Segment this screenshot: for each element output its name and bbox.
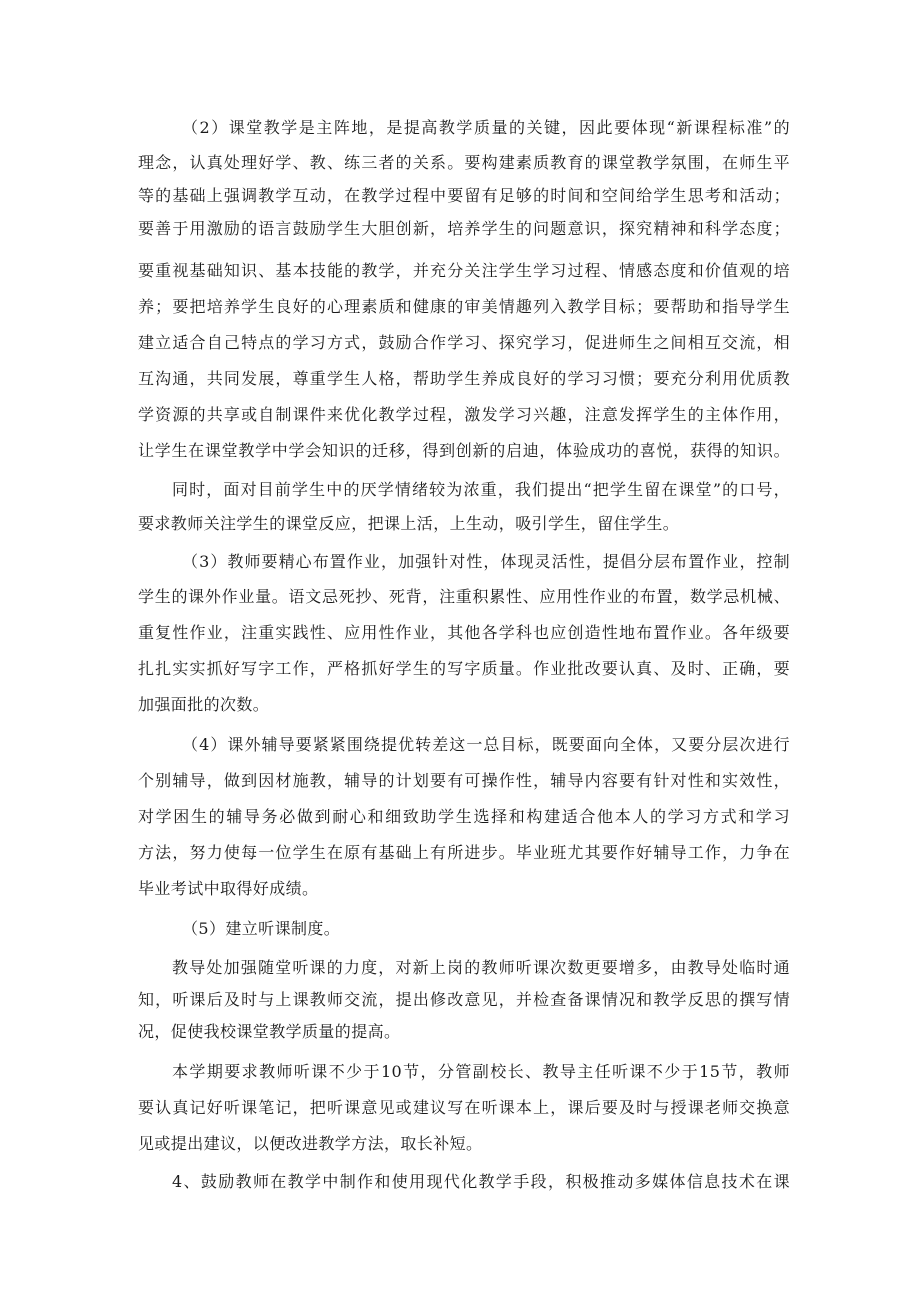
text-line: 等的基础上强调教学互动，在教学过程中要留有足够的时间和空间给学生思考和活动； — [138, 186, 790, 205]
text-line: 要认真记好听课笔记，把听课意见或建议写在听课本上，课后要及时与授课老师交换意 — [138, 1098, 790, 1117]
text-line: 要重视基础知识、基本技能的教学，并充分关注学生学习过程、情感态度和价值观的培 — [138, 261, 790, 280]
text-line: 养；要把培养学生良好的心理素质和健康的审美情趣列入教学目标；要帮助和指导学生 — [138, 297, 790, 316]
text-line: （3）教师要精心布置作业，加强针对性，体现灵活性，提倡分层布置作业，控制 — [182, 552, 790, 571]
text-line: 教导处加强随堂听课的力度，对新上岗的教师听课次数更要增多，由教导处临时通 — [172, 958, 790, 977]
text-line: 本学期要求教师听课不少于10节，分管副校长、教导主任听课不少于15节，教师 — [172, 1062, 790, 1081]
text-line: 对学困生的辅导务必做到耐心和细致助学生选择和构建适合他本人的学习方式和学习 — [138, 807, 790, 826]
text-line: 让学生在课堂教学中学会知识的迁移，得到创新的启迪，体验成功的喜悦，获得的知识。 — [138, 441, 790, 460]
text-line: 个别辅导，做到因材施教，辅导的计划要有可操作性，辅导内容要有针对性和实效性， — [138, 771, 790, 790]
text-line: 建立适合自己特点的学习方式，鼓励合作学习、探究学习，促进师生之间相互交流，相 — [138, 333, 790, 352]
text-line: （4）课外辅导要紧紧围绕提优转差这一总目标，既要面向全体，又要分层次进行 — [182, 735, 790, 754]
text-line: 要善于用激励的语言鼓励学生大胆创新，培养学生的问题意识，探究精神和科学态度； — [138, 219, 790, 238]
text-line: 加强面批的次数。 — [138, 695, 270, 714]
text-line: 毕业考试中取得好成绩。 — [138, 879, 319, 898]
text-line: 况，促使我校课堂教学质量的提高。 — [138, 1022, 401, 1041]
text-line: 学生的课外作业量。语文忌死抄、死背，注重积累性、应用性作业的布置，数学忌机械、 — [138, 587, 790, 606]
text-line: 理念，认真处理好学、教、练三者的关系。要构建素质教育的课堂教学氛围，在师生平 — [138, 153, 790, 172]
text-line: （5）建立听课制度。 — [182, 919, 341, 938]
text-line: 学资源的共享或自制课件来优化教学过程，激发学习兴趣，注意发挥学生的主体作用， — [138, 405, 790, 424]
text-line: 方法，努力使每一位学生在原有基础上有所进步。毕业班尤其要作好辅导工作，力争在 — [138, 843, 790, 862]
text-line: 见或提出建议，以便改进教学方法，取长补短。 — [138, 1134, 483, 1153]
text-line: 同时，面对目前学生中的厌学情绪较为浓重，我们提出“把学生留在课堂”的口号， — [172, 480, 790, 499]
text-line: 互沟通，共同发展，尊重学生人格，帮助学生养成良好的学习习惯；要充分利用优质教 — [138, 369, 790, 388]
text-line: 要求教师关注学生的课堂反应，把课上活，上生动，吸引学生，留住学生。 — [138, 514, 680, 533]
text-line: 知，听课后及时与上课教师交流，提出修改意见，并检查备课情况和教学反思的撰写情 — [138, 990, 790, 1009]
text-line: 扎扎实实抓好写字工作，严格抓好学生的写字质量。作业批改要认真、及时、正确，要 — [138, 659, 790, 678]
text-line: （2）课堂教学是主阵地，是提高教学质量的关键，因此要体现“新课程标准”的 — [182, 118, 790, 137]
text-line: 重复性作业，注重实践性、应用性作业，其他各学科也应创造性地布置作业。各年级要 — [138, 623, 790, 642]
text-line: 4、鼓励教师在教学中制作和使用现代化教学手段，积极推动多媒体信息技术在课 — [172, 1172, 790, 1191]
